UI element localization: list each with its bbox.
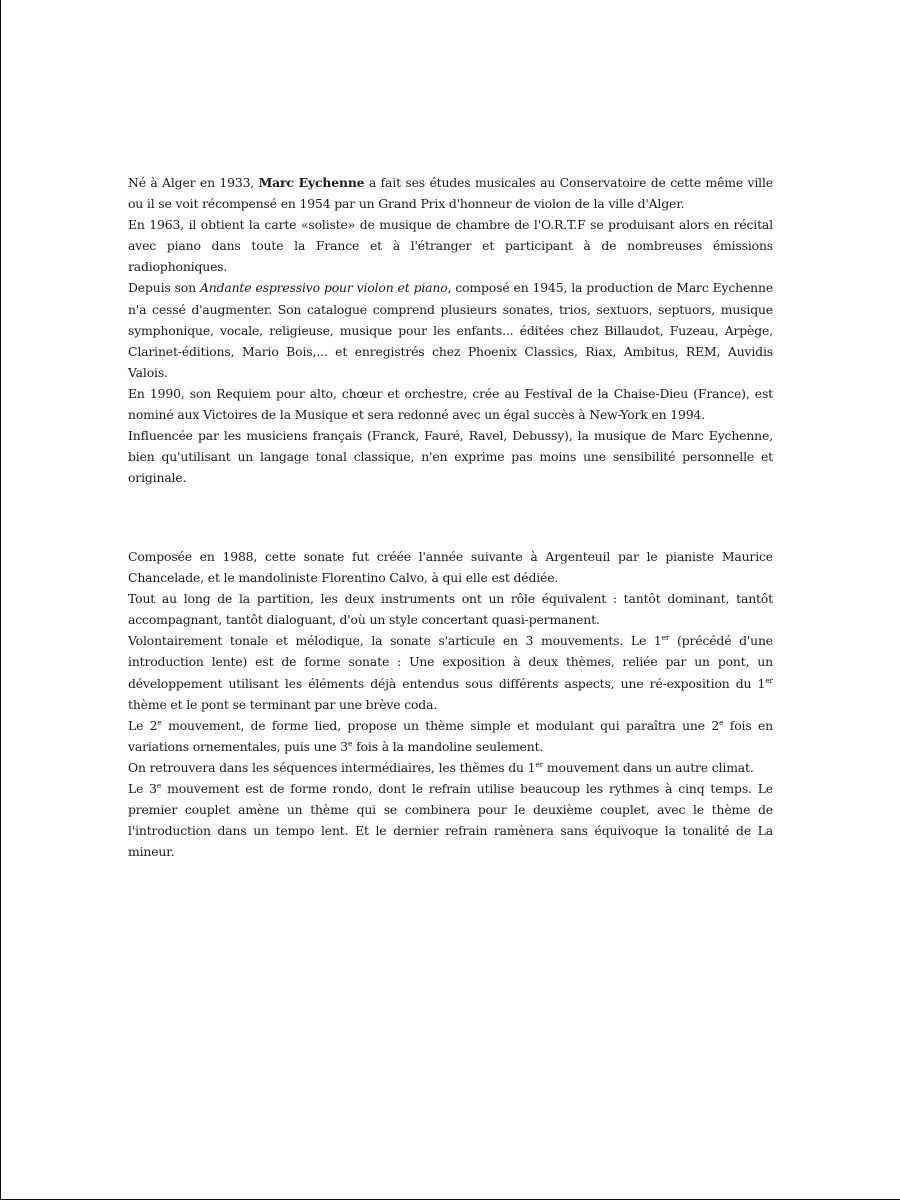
sonata-paragraph-2: Tout au long de la partition, les deux instruments ont un rôle équivalent : tantôt dominant, tantôt accompagnant, tantôt dialoguant, d'où un style concertant quasi-permanent. <box>128 591 773 628</box>
sonata-p5-text-end: mouvement dans un autre climat. <box>543 759 754 775</box>
sonata-description-section <box>128 546 773 862</box>
sonata-paragraph-4 <box>128 715 773 757</box>
bio-p1-text-cont: a fait ses études musicales au Conservatoire de cette même ville ou il se voit récompensé en 1954 par un Grand Prix d'honneur de violon de la ville d'Alger. <box>128 175 773 212</box>
biography-section <box>128 172 773 488</box>
bio-paragraph-5: Influencée par les musiciens français (Franck, Fauré, Ravel, Debussy), la musique de Marc Eychenne, bien qu'utilisant un langage tonal classique, n'en exprime pas moins une sensibilité personnelle et originale. <box>128 428 773 486</box>
ordinal-superscript: e <box>719 717 724 727</box>
bio-paragraph-4: En 1990, son Requiem pour alto, chœur et orchestre, crée au Festival de la Chaise-Dieu (France), est nominé aux Victoires de la Musique et sera redonné avec un égal succès à New-York en 1994. <box>128 385 773 423</box>
work-title: Andante espressivo pour violon et piano <box>199 280 448 296</box>
sonata-p5-text: On retrouvera dans les séquences intermédiaires, les thèmes du 1 <box>128 759 536 775</box>
sonata-paragraph-5 <box>128 757 773 778</box>
bio-p1-text: Né à Alger en 1933, <box>128 175 259 190</box>
ordinal-superscript: e <box>348 738 353 748</box>
sonata-p4-text-cont: mouvement, de forme lied, propose un thème simple et modulant qui paraîtra une 2 <box>161 717 720 733</box>
sonata-p3-text-cont: (précédé d'une introduction lente) est de forme sonate : Une exposition à deux thèmes, reliée par un pont, un développement utilisant les éléments déjà entendus sous différents aspects, une ré-exposition du 1 <box>128 633 773 691</box>
sonata-p4-text-cont2: fois en variations ornementales, puis une 3 <box>128 717 773 754</box>
ordinal-superscript: er <box>765 675 773 685</box>
sonata-p4-text: Le 2 <box>128 717 158 733</box>
sonata-p6-text: Le 3 <box>128 781 157 797</box>
ordinal-superscript: e <box>157 717 162 727</box>
bio-p3-text-cont: , composé en 1945, la production de Marc Eychenne n'a cessé d'augmenter. Son catalogue comprend plusieurs sonates, trios, sextuors, septuors, musique symphonique, vocale, religieuse, musique pour les enfants... éditées chez Billaudot, Fuzeau, Arpège, Clarinet-éditions, Mario Bois,... et enregistrés chez Phoenix Classics, Riax, Ambitus, REM, Auvidis Valois. <box>128 280 774 380</box>
sonata-paragraph-1: Composée en 1988, cette sonate fut créée l'année suivante à Argenteuil par le pianiste Maurice Chancelade, et le mandoliniste Florentino Calvo, à qui elle est dédiée. <box>128 549 773 586</box>
bio-paragraph-2: En 1963, il obtient la carte «soliste» de musique de chambre de l'O.R.T.F se produisant alors en récital avec piano dans toute la France et à l'étranger et participant à de nombreuses émissions radiophoniques. <box>128 217 773 275</box>
ordinal-superscript: e <box>156 780 162 790</box>
ordinal-superscript: er <box>661 633 670 643</box>
sonata-p6-text-end: mouvement est de forme rondo, dont le refrain utilise beaucoup les rythmes à cinq temps. Le premier couplet amène un thème qui se combinera pour le deuxième couplet, avec le thème de l'introduction dans un tempo lent. Et le dernier refrain ramènera sans équivoque la tonalité de La mineur. <box>128 781 773 860</box>
sonata-p4-text-end: fois à la mandoline seulement. <box>352 738 544 754</box>
sonata-p3-text-end: thème et le pont se terminant par une brève coda. <box>128 696 438 712</box>
sonata-p3-text: Volontairement tonale et mélodique, la sonate s'articule en 3 mouvements. Le 1 <box>128 633 662 649</box>
bio-paragraph-3 <box>128 277 773 382</box>
bio-p3-text: Depuis son <box>128 280 200 296</box>
bio-paragraph-1 <box>128 172 773 214</box>
ordinal-superscript: er <box>535 759 544 769</box>
sonata-paragraph-6 <box>128 778 773 862</box>
sonata-paragraph-3 <box>128 630 773 714</box>
composer-name: Marc Eychenne <box>258 175 365 190</box>
